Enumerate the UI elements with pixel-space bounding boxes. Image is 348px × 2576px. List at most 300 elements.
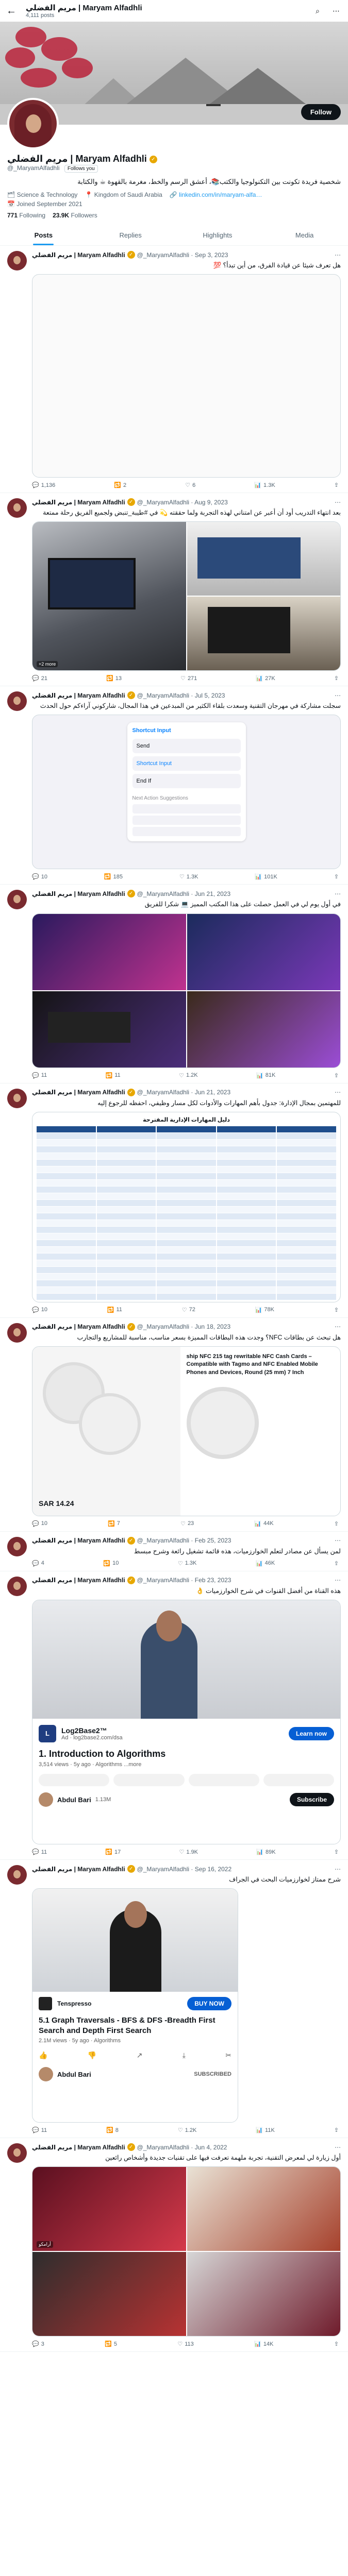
like-button[interactable]: ♡ 1.3K bbox=[179, 873, 198, 880]
subscribed-label[interactable]: SUBSCRIBED bbox=[194, 2071, 231, 2078]
table-cell bbox=[37, 1133, 96, 1139]
post-text: سجلت مشاركة في مهرجان التقنية وسعدت بلقاء الكثير من المبدعين في هذا المجال، شاركوني آراءكم حول الحدث bbox=[40, 702, 341, 710]
post-author[interactable]: مريم الفضلي | Maryam Alfadhli bbox=[32, 251, 125, 259]
avatar[interactable] bbox=[7, 1323, 27, 1343]
handle-text: @_MaryamAlfadhli bbox=[7, 164, 60, 172]
views-count: 89K bbox=[265, 1849, 276, 1855]
table-cell bbox=[37, 1233, 96, 1240]
table-cell bbox=[277, 1240, 336, 1246]
table-cell bbox=[277, 1173, 336, 1179]
table-row bbox=[37, 1173, 336, 1179]
reply-button[interactable]: 💬 21 bbox=[32, 675, 47, 682]
post-text: للمهتمين بمجال الإدارة: جدول بأهم المهارات والأدوات لكل مسار وظيفي، احفظه للرجوع إليه bbox=[97, 1099, 341, 1107]
learn-now-button[interactable]: Learn now bbox=[289, 1727, 334, 1740]
more-icon[interactable]: ⋯ bbox=[335, 890, 341, 897]
post-author[interactable]: مريم الفضلي | Maryam Alfadhli bbox=[32, 1865, 125, 1873]
video-subs: 1.13M bbox=[95, 1797, 111, 1803]
table-cell bbox=[157, 1267, 216, 1273]
table-cell bbox=[157, 1153, 216, 1159]
views-button[interactable]: 📊 27K bbox=[256, 675, 275, 682]
post[interactable] bbox=[0, 1318, 348, 1532]
channel-avatar[interactable] bbox=[39, 1792, 53, 1807]
table-cell bbox=[277, 1294, 336, 1300]
share-icon[interactable]: ↗ bbox=[136, 2051, 143, 2060]
photo[interactable] bbox=[187, 914, 341, 990]
table-cell bbox=[217, 1133, 276, 1139]
shortcut-dialog bbox=[127, 722, 246, 841]
share-icon[interactable]: ⇪ bbox=[334, 2341, 339, 2348]
post-actions bbox=[32, 675, 341, 682]
avatar[interactable] bbox=[7, 890, 27, 909]
table-cell bbox=[157, 1247, 216, 1253]
table-cell bbox=[217, 1153, 276, 1159]
reply-button[interactable]: 💬 1,136 bbox=[32, 482, 56, 489]
reply-button[interactable]: 💬 10 bbox=[32, 1307, 47, 1313]
repost-button[interactable]: 🔁 11 bbox=[107, 1307, 122, 1313]
post-actions bbox=[32, 482, 341, 488]
table-cell bbox=[277, 1247, 336, 1253]
post[interactable] bbox=[0, 2138, 348, 2352]
more-icon[interactable]: ⋯ bbox=[335, 1089, 341, 1096]
like-count: 1.3K bbox=[185, 1560, 197, 1567]
table-cell bbox=[37, 1253, 96, 1260]
table-row bbox=[37, 1267, 336, 1273]
video-author[interactable]: Abdul Bari bbox=[57, 1795, 91, 1804]
share-icon[interactable]: ⇪ bbox=[334, 1849, 339, 1855]
post[interactable] bbox=[0, 493, 348, 686]
reply-count: 10 bbox=[41, 873, 47, 880]
profile-link-text[interactable]: linkedin.com/in/maryam-alfa… bbox=[179, 191, 262, 198]
post-author[interactable]: مريم الفضلي | Maryam Alfadhli bbox=[32, 890, 125, 897]
reply-count: 1,136 bbox=[41, 482, 56, 488]
table-cell bbox=[37, 1213, 96, 1219]
photo[interactable] bbox=[187, 597, 341, 670]
table-cell bbox=[277, 1180, 336, 1186]
table-cell bbox=[217, 1173, 276, 1179]
views-button[interactable]: 📊 1.3K bbox=[254, 482, 275, 489]
verified-badge-icon: ✓ bbox=[127, 890, 135, 897]
avatar[interactable] bbox=[7, 1577, 27, 1596]
like-count: 1.9K bbox=[186, 1849, 198, 1855]
table-row bbox=[37, 1133, 336, 1139]
post-author[interactable]: مريم الفضلي | Maryam Alfadhli bbox=[32, 1537, 125, 1545]
post[interactable] bbox=[0, 1083, 348, 1318]
tab-highlights[interactable]: Highlights bbox=[203, 231, 233, 239]
table-cell bbox=[217, 1240, 276, 1246]
video-title: 5.1 Graph Traversals - BFS & DFS -Breadth First Search and Depth First Search bbox=[39, 2016, 216, 2035]
table-cell bbox=[97, 1200, 156, 1206]
like-button[interactable]: ♡ 23 bbox=[180, 1520, 194, 1527]
table-cell bbox=[97, 1193, 156, 1199]
table-cell bbox=[37, 1294, 96, 1300]
tab-replies[interactable]: Replies bbox=[119, 231, 142, 239]
post[interactable] bbox=[0, 246, 348, 493]
repost-count: 10 bbox=[112, 1560, 119, 1567]
table-cell bbox=[217, 1193, 276, 1199]
avatar[interactable] bbox=[7, 1537, 27, 1556]
table-cell bbox=[217, 1187, 276, 1193]
video-title: 1. Introduction to Algorithms bbox=[39, 1749, 166, 1759]
reply-button[interactable]: 💬 10 bbox=[32, 873, 47, 880]
photo[interactable] bbox=[187, 2167, 341, 2251]
back-arrow-icon[interactable]: ← bbox=[6, 5, 16, 16]
download-icon[interactable]: ⤓ bbox=[182, 2051, 186, 2060]
table-cell bbox=[37, 1180, 96, 1186]
views-count: 44K bbox=[263, 1520, 274, 1527]
avatar[interactable] bbox=[7, 251, 27, 270]
more-icon[interactable]: ⋯ bbox=[335, 691, 341, 699]
like-button[interactable]: ♡ 72 bbox=[181, 1307, 195, 1313]
like-button[interactable]: ♡ 113 bbox=[177, 2341, 194, 2348]
product-photo[interactable] bbox=[32, 1347, 180, 1516]
table-cell bbox=[277, 1207, 336, 1213]
like-count: 1.3K bbox=[186, 873, 198, 880]
table-row bbox=[37, 1233, 336, 1240]
post-photo-grid[interactable] bbox=[32, 913, 341, 1068]
more-icon[interactable]: ⋯ bbox=[335, 1577, 341, 1584]
views-count: 81K bbox=[265, 1072, 276, 1078]
table-cell bbox=[277, 1193, 336, 1199]
table-cell bbox=[37, 1280, 96, 1286]
ad-source: Ad · log2base2.com/dsa bbox=[61, 1735, 123, 1741]
table-cell bbox=[157, 1140, 216, 1146]
reply-button[interactable]: 💬 4 bbox=[32, 1560, 44, 1567]
like-count: 1.2K bbox=[185, 2127, 197, 2133]
table-row bbox=[37, 1187, 336, 1193]
table-row bbox=[37, 1160, 336, 1166]
verified-badge-icon: ✓ bbox=[127, 251, 135, 259]
table-cell bbox=[97, 1187, 156, 1193]
table-cell bbox=[217, 1260, 276, 1266]
post-text: بعد انتهاء التدريب أود أن أعبر عن امتناني لهذه التجربة ولما حققته 💫 في #طيبة_تنبض ولجميع الفريق رحلة ممتعة bbox=[43, 509, 341, 517]
table-cell bbox=[277, 1287, 336, 1293]
post-actions bbox=[32, 1520, 341, 1527]
product-title: ship NFC 215 tag rewritable NFC Cash Cards – Compatible with Tagmo and NFC Enabled Mobile Phones and Devices, Round (25 mm) 7 Inch bbox=[186, 1353, 318, 1376]
table-cell bbox=[277, 1140, 336, 1146]
table-cell bbox=[97, 1240, 156, 1246]
repost-button[interactable]: 🔁 2 bbox=[114, 482, 127, 489]
more-icon[interactable]: ⋯ bbox=[335, 1865, 341, 1873]
avatar[interactable] bbox=[7, 498, 27, 518]
photo-caption: أرامكو bbox=[37, 2241, 53, 2248]
followers-label: Followers bbox=[71, 212, 97, 219]
category: 🗂 Science & Technology bbox=[7, 191, 78, 198]
post-actions bbox=[32, 1560, 341, 1567]
verified-badge-icon: ✓ bbox=[127, 1577, 135, 1584]
views-button[interactable]: 📊 101K bbox=[255, 873, 277, 880]
post-photo-grid[interactable] bbox=[32, 521, 341, 671]
table-cell bbox=[97, 1173, 156, 1179]
share-icon[interactable]: ⇪ bbox=[334, 482, 339, 489]
reply-button[interactable]: 💬 3 bbox=[32, 2341, 44, 2348]
reply-button[interactable]: 💬 11 bbox=[32, 2127, 47, 2134]
following-count: 771 bbox=[7, 212, 18, 219]
views-button[interactable]: 📊 14K bbox=[254, 2341, 274, 2348]
views-button[interactable]: 📊 78K bbox=[255, 1307, 274, 1313]
verified-badge-icon: ✓ bbox=[127, 691, 135, 699]
video-thumbnail[interactable] bbox=[32, 1600, 340, 1719]
more-icon[interactable]: ⋯ bbox=[335, 498, 341, 506]
post-author[interactable]: مريم الفضلي | Maryam Alfadhli bbox=[32, 498, 125, 506]
verified-badge-icon: ✓ bbox=[127, 2143, 135, 2151]
table-cell bbox=[97, 1146, 156, 1153]
table-cell bbox=[97, 1274, 156, 1280]
post-photo-grid[interactable] bbox=[32, 2166, 341, 2336]
table-cell bbox=[217, 1294, 276, 1300]
share-icon[interactable]: ⇪ bbox=[334, 1520, 339, 1527]
post-screenshot[interactable] bbox=[32, 715, 341, 869]
post-text: أول زيارة لي لمعرض التقنية، تجربة ملهمة تعرفت فيها على تقنيات جديدة وأشخاص رائعين bbox=[105, 2154, 341, 2162]
like-count: 1.2K bbox=[186, 1072, 198, 1078]
share-icon[interactable]: ⇪ bbox=[334, 1072, 339, 1079]
table-cell bbox=[37, 1193, 96, 1199]
post-handle: @_MaryamAlfadhli · Jun 21, 2023 bbox=[137, 890, 231, 897]
repost-button[interactable]: 🔁 8 bbox=[106, 2127, 119, 2134]
reply-count: 11 bbox=[41, 2127, 47, 2133]
photo[interactable] bbox=[32, 914, 186, 990]
verified-badge-icon: ✓ bbox=[127, 1323, 135, 1331]
photo-caption: +2 more bbox=[37, 661, 58, 667]
table-cell bbox=[217, 1166, 276, 1173]
repost-count: 185 bbox=[113, 873, 123, 880]
share-icon[interactable]: ⇪ bbox=[334, 1560, 339, 1567]
post-handle: @_MaryamAlfadhli · Jun 18, 2023 bbox=[137, 1323, 231, 1331]
dialog-item[interactable]: End If bbox=[132, 774, 241, 788]
post[interactable] bbox=[0, 1860, 348, 2138]
like-button[interactable]: ♡ 1.9K bbox=[179, 1849, 198, 1855]
followers-stat[interactable] bbox=[53, 212, 97, 219]
avatar[interactable] bbox=[7, 2143, 27, 2163]
like-icon[interactable]: 👍 bbox=[39, 2051, 48, 2060]
table-title: دليل المهارات الإدارية المقترحة bbox=[143, 1116, 230, 1123]
followers-count: 23.9K bbox=[53, 212, 70, 219]
table-cell bbox=[157, 1180, 216, 1186]
table-cell bbox=[157, 1260, 216, 1266]
table-cell bbox=[157, 1233, 216, 1240]
table-cell bbox=[157, 1187, 216, 1193]
reply-count: 4 bbox=[41, 1560, 44, 1567]
table-cell bbox=[217, 1287, 276, 1293]
table-cell bbox=[217, 1274, 276, 1280]
display-name-text: مريم الفضلي | Maryam Alfadhli bbox=[7, 154, 147, 164]
repost-button[interactable]: 🔁 13 bbox=[106, 675, 122, 682]
table-cell bbox=[97, 1253, 156, 1260]
profile-link[interactable]: 🔗 linkedin.com/in/maryam-alfa… bbox=[169, 191, 262, 198]
post-author[interactable]: مريم الفضلي | Maryam Alfadhli bbox=[32, 1323, 125, 1331]
more-icon[interactable]: ⋯ bbox=[335, 251, 341, 259]
more-icon[interactable]: ⋯ bbox=[333, 6, 340, 15]
share-icon[interactable]: ⇪ bbox=[334, 874, 339, 880]
like-button[interactable]: ♡ 1.2K bbox=[177, 2127, 197, 2134]
table-cell bbox=[97, 1126, 156, 1132]
verified-badge-icon: ✓ bbox=[127, 498, 135, 506]
table-row bbox=[37, 1193, 336, 1199]
video-thumbnail[interactable] bbox=[32, 1889, 238, 1992]
post-text: في أول يوم لي في العمل حصلت على هذا المكتب المميز 💻 شكرا للفريق bbox=[144, 901, 341, 908]
post[interactable] bbox=[0, 686, 348, 885]
repost-count: 2 bbox=[123, 482, 127, 488]
photo[interactable] bbox=[187, 522, 341, 596]
views-button[interactable]: 📊 44K bbox=[254, 1520, 274, 1527]
buy-now-button[interactable]: BUY NOW bbox=[187, 1997, 231, 2010]
post-author[interactable]: مريم الفضلي | Maryam Alfadhli bbox=[32, 1089, 125, 1096]
post-author[interactable]: مريم الفضلي | Maryam Alfadhli bbox=[32, 691, 125, 699]
table-cell bbox=[97, 1207, 156, 1213]
subscribe-button[interactable]: Subscribe bbox=[290, 1793, 334, 1806]
table-cell bbox=[97, 1133, 156, 1139]
verified-badge-icon: ✓ bbox=[150, 156, 157, 163]
more-icon[interactable]: ⋯ bbox=[335, 2143, 341, 2151]
header-title bbox=[26, 3, 305, 19]
table-cell bbox=[217, 1140, 276, 1146]
table-row bbox=[37, 1253, 336, 1260]
dialog-footer: Next Action Suggestions bbox=[132, 795, 188, 802]
display-name bbox=[7, 154, 341, 164]
search-icon[interactable]: ⌕ bbox=[316, 6, 320, 15]
repost-button[interactable]: 🔁 5 bbox=[105, 2341, 117, 2348]
reply-button[interactable]: 💬 10 bbox=[32, 1520, 47, 1527]
post[interactable] bbox=[0, 885, 348, 1083]
post-author[interactable]: مريم الفضلي | Maryam Alfadhli bbox=[32, 2143, 125, 2151]
like-count: 23 bbox=[187, 1520, 194, 1527]
table-cell bbox=[217, 1146, 276, 1153]
photo[interactable] bbox=[187, 2252, 341, 2336]
dialog-item[interactable]: Send bbox=[132, 739, 241, 753]
tab-media[interactable]: Media bbox=[295, 231, 314, 239]
table-body bbox=[37, 1126, 336, 1300]
like-count: 271 bbox=[187, 675, 197, 682]
repost-button[interactable]: 🔁 11 bbox=[105, 1072, 121, 1079]
verified-badge-icon: ✓ bbox=[127, 1537, 135, 1545]
table-cell bbox=[157, 1173, 216, 1179]
avatar[interactable] bbox=[7, 98, 59, 149]
table-cell bbox=[37, 1240, 96, 1246]
post-table-image[interactable] bbox=[32, 1112, 341, 1302]
dislike-icon[interactable]: 👎 bbox=[87, 2051, 97, 2060]
table-cell bbox=[217, 1227, 276, 1233]
post-video-screenshot[interactable] bbox=[32, 1600, 341, 1844]
repost-button[interactable]: 🔁 7 bbox=[108, 1520, 120, 1527]
avatar[interactable] bbox=[7, 1089, 27, 1108]
video-author[interactable]: Abdul Bari bbox=[57, 2070, 91, 2078]
table-row bbox=[37, 1180, 336, 1186]
post-handle: @_MaryamAlfadhli · Jul 5, 2023 bbox=[137, 691, 225, 699]
more-icon[interactable]: ⋯ bbox=[335, 1323, 341, 1331]
table-cell bbox=[157, 1294, 216, 1300]
repost-button[interactable]: 🔁 185 bbox=[104, 873, 123, 880]
post-actions bbox=[32, 2127, 341, 2133]
table-cell bbox=[97, 1294, 156, 1300]
table-cell bbox=[37, 1173, 96, 1179]
table-cell bbox=[97, 1220, 156, 1226]
channel-logo-icon: L bbox=[39, 1725, 56, 1742]
photo[interactable] bbox=[32, 991, 186, 1067]
post[interactable] bbox=[0, 1532, 348, 1571]
sponsor-logo-icon bbox=[39, 1997, 52, 2010]
reply-button[interactable]: 💬 11 bbox=[32, 1072, 47, 1079]
table-cell bbox=[277, 1253, 336, 1260]
table-cell bbox=[157, 1166, 216, 1173]
tab-posts[interactable]: Posts bbox=[0, 225, 87, 245]
views-button[interactable]: 📊 46K bbox=[255, 1560, 275, 1567]
repost-button[interactable]: 🔁 10 bbox=[103, 1560, 119, 1567]
photo[interactable] bbox=[32, 2167, 186, 2251]
table-row bbox=[37, 1213, 336, 1219]
share-icon[interactable]: ⇪ bbox=[334, 675, 339, 682]
dialog-item[interactable]: Shortcut Input bbox=[132, 756, 241, 771]
post-media-blank[interactable] bbox=[32, 274, 341, 478]
table-row bbox=[37, 1294, 336, 1300]
post-video-screenshot[interactable] bbox=[32, 1888, 238, 2123]
more-icon[interactable]: ⋯ bbox=[335, 1537, 341, 1545]
header-post-count: 4,111 posts bbox=[26, 12, 55, 19]
photo[interactable] bbox=[32, 2252, 186, 2336]
profile-section bbox=[0, 98, 348, 219]
repost-button[interactable]: 🔁 17 bbox=[105, 1849, 121, 1855]
table-cell bbox=[217, 1126, 276, 1132]
video-info bbox=[32, 2015, 238, 2081]
post-handle: @_MaryamAlfadhli · Feb 25, 2023 bbox=[137, 1537, 231, 1545]
table-cell bbox=[97, 1280, 156, 1286]
table-cell bbox=[37, 1260, 96, 1266]
table-cell bbox=[157, 1193, 216, 1199]
post[interactable] bbox=[0, 1571, 348, 1860]
table-cell bbox=[217, 1247, 276, 1253]
table-cell bbox=[97, 1227, 156, 1233]
following-stat[interactable] bbox=[7, 212, 45, 219]
avatar[interactable] bbox=[7, 691, 27, 711]
table-cell bbox=[37, 1200, 96, 1206]
follow-button[interactable]: Follow bbox=[301, 104, 341, 120]
clip-icon[interactable]: ✂ bbox=[225, 2051, 231, 2060]
table-cell bbox=[277, 1213, 336, 1219]
share-icon[interactable]: ⇪ bbox=[334, 2127, 339, 2134]
location: 📍 Kingdom of Saudi Arabia bbox=[85, 191, 162, 198]
table-cell bbox=[97, 1260, 156, 1266]
like-button[interactable]: ♡ 6 bbox=[185, 482, 196, 489]
reply-count: 3 bbox=[41, 2341, 44, 2347]
views-count: 101K bbox=[264, 873, 277, 880]
like-count: 6 bbox=[192, 482, 196, 488]
views-button[interactable]: 📊 11K bbox=[256, 2127, 275, 2134]
dialog-title: Shortcut Input bbox=[132, 727, 171, 734]
table-row bbox=[37, 1240, 336, 1246]
photo[interactable] bbox=[32, 522, 186, 670]
like-button[interactable]: ♡ 271 bbox=[180, 675, 197, 682]
channel-avatar[interactable] bbox=[39, 2067, 53, 2081]
post-actions bbox=[32, 1307, 341, 1313]
share-icon[interactable]: ⇪ bbox=[334, 1307, 339, 1313]
like-button[interactable]: ♡ 1.3K bbox=[177, 1560, 197, 1567]
table-cell bbox=[277, 1267, 336, 1273]
post-product-image[interactable] bbox=[32, 1346, 341, 1516]
reply-button[interactable]: 💬 11 bbox=[32, 1849, 47, 1855]
table-cell bbox=[157, 1227, 216, 1233]
table-cell bbox=[217, 1180, 276, 1186]
post-author[interactable]: مريم الفضلي | Maryam Alfadhli bbox=[32, 1577, 125, 1584]
like-button[interactable]: ♡ 1.2K bbox=[179, 1072, 198, 1079]
table-cell bbox=[157, 1240, 216, 1246]
views-button[interactable]: 📊 81K bbox=[256, 1072, 276, 1079]
views-button[interactable]: 📊 89K bbox=[256, 1849, 276, 1855]
post-text: هل تعرف شيئا عن قيادة الفرق، من أين تبدأ؟ 💯 bbox=[213, 262, 341, 269]
post-handle: @_MaryamAlfadhli · Jun 21, 2023 bbox=[137, 1089, 231, 1096]
profile-meta bbox=[7, 191, 341, 208]
photo[interactable] bbox=[187, 991, 341, 1067]
avatar[interactable] bbox=[7, 1865, 27, 1885]
table-cell bbox=[157, 1200, 216, 1206]
table-cell bbox=[37, 1126, 96, 1132]
